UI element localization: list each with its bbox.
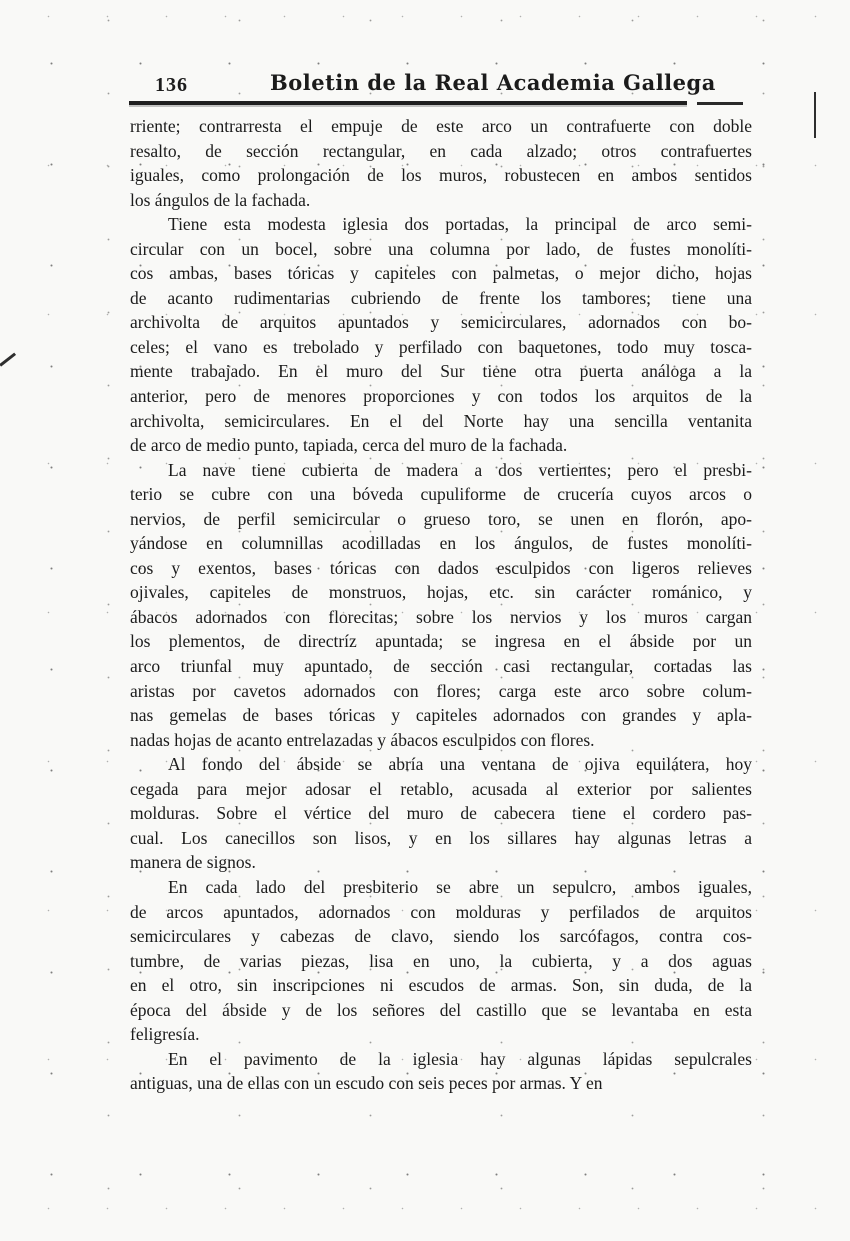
text-line: En cada lado del presbiterio se abre un sepulcro, ambos iguales, <box>168 876 752 897</box>
text-line: En el pavimento de la iglesia hay algunas lápidas sepulcrales <box>168 1048 752 1069</box>
text-line: ojivales, capiteles de monstruos, hojas, etc. sin carácter románico, y <box>130 582 752 603</box>
text-line: circular con un bocel, sobre una columna por lado, de fustes monolíti- <box>130 238 752 259</box>
text-line: nadas hojas de acanto entrelazadas y ábacos esculpidos con flores. <box>130 729 595 750</box>
text-line: rriente; contrarresta el empuje de este arco un contrafuerte con doble <box>130 116 752 136</box>
text-line: molduras. Sobre el vértice del muro de cabecera tiene el cordero pas- <box>130 803 752 824</box>
text-line: Al fondo del ábside se abría una ventana de ojiva equilátera, hoy <box>168 754 752 775</box>
text-line: época del ábside y de los señores del castillo que se levantaba en esta <box>130 999 752 1020</box>
text-line: feligresía. <box>130 1024 200 1045</box>
text-line: nas gemelas de bases tóricas y capiteles adornados con grandes y apla- <box>130 705 752 726</box>
text-line: anterior, pero de menores proporciones y con todos los arquitos de la <box>130 386 752 407</box>
text-line: mente trabajado. En el muro del Sur tiene otra puerta análoga a la <box>130 361 752 382</box>
text-line: La nave tiene cubierta de madera a dos vertientes; pero el presbi- <box>168 459 752 480</box>
text-line: los ángulos de la fachada. <box>130 189 311 210</box>
body-text <box>130 114 752 1096</box>
text-line: arco triunfal muy apuntado, de sección casi rectangular, cortadas las <box>130 656 752 677</box>
page-number: 136 <box>155 74 188 96</box>
text-line: terio se cubre con una bóveda cupuliforme de crucería cuyos arcos o <box>130 484 752 505</box>
text-line: cual. Los canecillos son lisos, y en los sillares hay algunas letras a <box>130 827 752 848</box>
text-line: nervios, de perfil semicircular o grueso toro, se unen en florón, apo- <box>130 508 752 529</box>
text-line: tumbre, de varias piezas, lisa en uno, la cubierta, y a dos aguas <box>130 950 752 971</box>
journal-title: Boletin de la Real Academia Gallega <box>270 70 716 95</box>
text-line: en el otro, sin inscripciones ni escudos de armas. Son, sin duda, de la <box>130 975 752 996</box>
text-line: iguales, como prolongación de los muros, robustecen en ambos sentidos <box>130 165 752 186</box>
text-line: aristas por cavetos adornados con flores; carga este arco sobre colum- <box>130 680 752 701</box>
text-line: antiguas, una de ellas con un escudo con seis peces por armas. Y en <box>130 1073 603 1094</box>
scan-artifact-diagonal-mark <box>0 353 16 367</box>
text-line: Tiene esta modesta iglesia dos portadas, la principal de arco semi- <box>168 214 752 235</box>
header-rule <box>129 101 687 105</box>
text-line: semicirculares y cabezas de clavo, siendo los sarcófagos, contra cos- <box>130 926 752 947</box>
text-line: ábacos adornados con florecitas; sobre los nervios y los muros cargan <box>130 606 752 627</box>
text-line: de arcos apuntados, adornados con molduras y perfilados de arquitos <box>130 901 752 922</box>
text-line: archivolta, semicirculares. En el del Norte hay una sencilla ventanita <box>130 410 752 431</box>
text-line: de acanto rudimentarias cubriendo de frente los tambores; tiene una <box>130 287 752 308</box>
scan-artifact-vertical-line <box>814 92 816 138</box>
text-line: cos y exentos, bases tóricas con dados esculpidos con ligeros relieves <box>130 557 752 578</box>
text-line: cegada para mejor adosar el retablo, acusada al exterior por salientes <box>130 778 752 799</box>
header-rule-dash <box>697 102 743 105</box>
text-line: celes; el vano es trebolado y perfilado con baquetones, todo muy tosca- <box>130 336 752 357</box>
text-line: resalto, de sección rectangular, en cada alzado; otros contrafuertes <box>130 140 752 161</box>
text-line: archivolta de arquitos apuntados y semicirculares, adornados con bo- <box>130 312 752 333</box>
text-line: manera de signos. <box>130 852 256 873</box>
text-line: cos ambas, bases tóricas y capiteles con palmetas, o mejor dicho, hojas <box>130 263 752 284</box>
text-line: yándose en columnillas acodilladas en los ángulos, de fustes monolíti- <box>130 533 752 554</box>
text-line: los plementos, de directríz apuntada; se ingresa en el ábside por un <box>130 631 752 652</box>
text-line: de arco de medio punto, tapiada, cerca del muro de la fachada. <box>130 435 568 456</box>
